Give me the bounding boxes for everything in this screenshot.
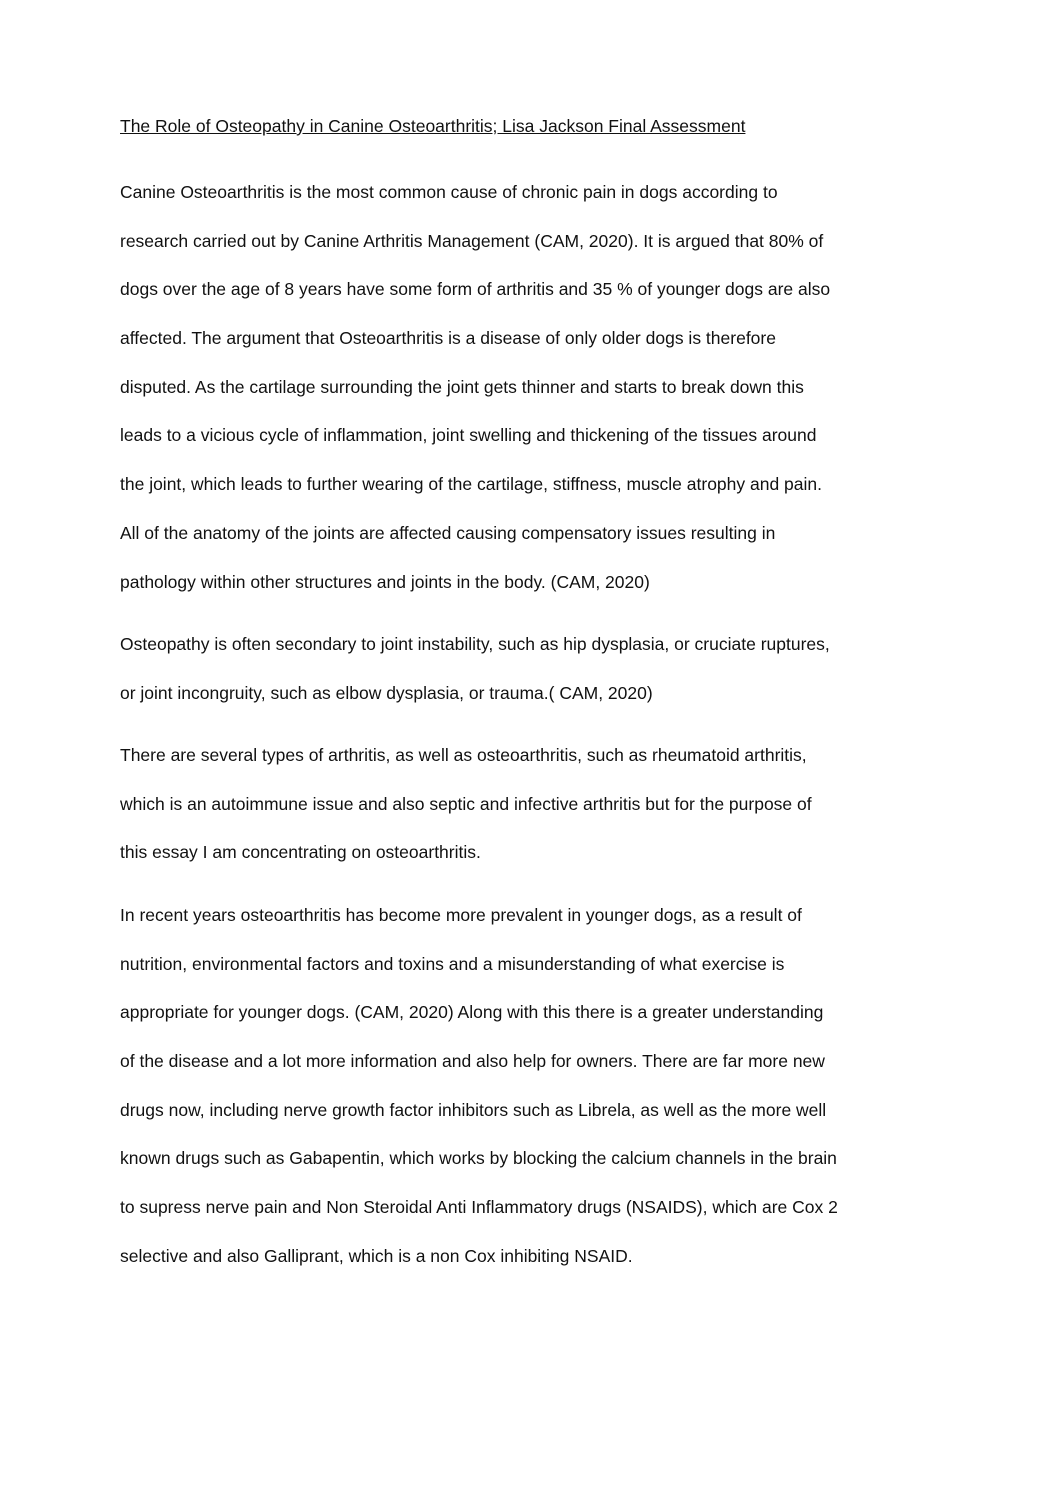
- text-line: dogs over the age of 8 years have some form of arthritis and 35 % of younger dogs are also: [120, 279, 831, 300]
- text-line: Canine Osteoarthritis is the most common cause of chronic pain in dogs according to: [120, 182, 778, 202]
- text-line: to supress nerve pain and Non Steroidal Anti Inflammatory drugs (NSAIDS), which are Cox 2: [120, 1197, 838, 1218]
- text-line: nutrition, environmental factors and toxins and a misunderstanding of what exercise is: [120, 953, 785, 974]
- text-line: this essay I am concentrating on osteoarthritis.: [120, 842, 481, 863]
- paragraph-1: [120, 180, 830, 618]
- text-line: of the disease and a lot more information and also help for owners. There are far more new: [120, 1051, 825, 1072]
- paragraph-3: [120, 743, 812, 889]
- text-line: known drugs such as Gabapentin, which works by blocking the calcium channels in the brain: [120, 1148, 837, 1169]
- text-line: There are several types of arthritis, as well as osteoarthritis, such as rheumatoid arthritis,: [120, 745, 807, 765]
- text-line: pathology within other structures and joints in the body. (CAM, 2020): [120, 571, 650, 592]
- document-title: The Role of Osteopathy in Canine Osteoarthritis; Lisa Jackson Final Assessment: [120, 116, 746, 136]
- text-line: disputed. As the cartilage surrounding the joint gets thinner and starts to break down this: [120, 376, 804, 397]
- text-line: All of the anatomy of the joints are affected causing compensatory issues resulting in: [120, 522, 776, 543]
- text-line: In recent years osteoarthritis has become more prevalent in younger dogs, as a result of: [120, 905, 802, 925]
- paragraph-4: [120, 903, 838, 1293]
- text-line: leads to a vicious cycle of inflammation, joint swelling and thickening of the tissues around: [120, 425, 817, 446]
- text-line: appropriate for younger dogs. (CAM, 2020) Along with this there is a greater understanding: [120, 1002, 824, 1023]
- text-line: research carried out by Canine Arthritis Management (CAM, 2020). It is argued that 80% of: [120, 230, 824, 251]
- text-line: which is an autoimmune issue and also septic and infective arthritis but for the purpose of: [120, 793, 812, 814]
- text-line: Osteopathy is often secondary to joint instability, such as hip dysplasia, or cruciate ruptures,: [120, 634, 830, 654]
- text-line: drugs now, including nerve growth factor inhibitors such as Librela, as well as the more well: [120, 1099, 827, 1120]
- text-line: or joint incongruity, such as elbow dysplasia, or trauma.( CAM, 2020): [120, 682, 653, 703]
- text-line: selective and also Galliprant, which is a non Cox inhibiting NSAID.: [120, 1245, 633, 1266]
- text-line: the joint, which leads to further wearing of the cartilage, stiffness, muscle atrophy and pain.: [120, 474, 823, 495]
- text-line: affected. The argument that Osteoarthritis is a disease of only older dogs is therefore: [120, 328, 776, 349]
- paragraph-2: [120, 632, 830, 729]
